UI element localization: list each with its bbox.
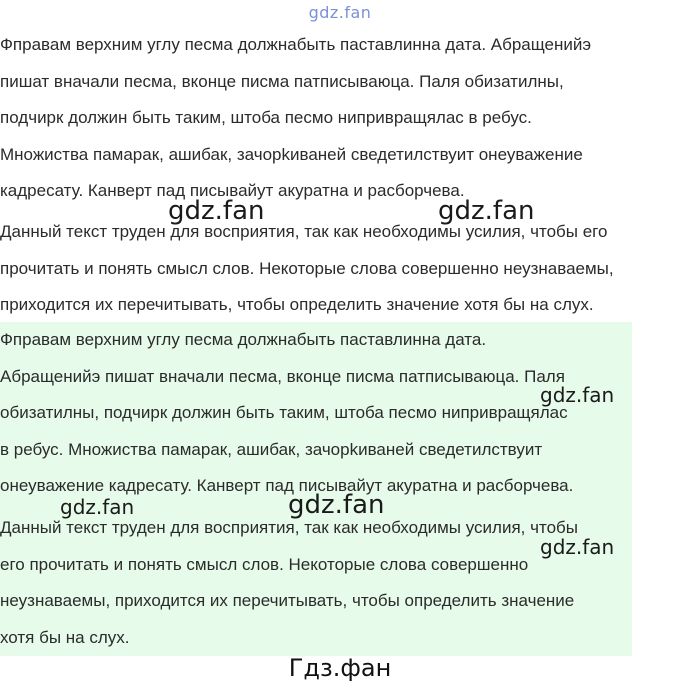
text-line: подчирк должин быть таким, штоба песмо нипривращялас в ребус.: [0, 108, 532, 127]
original-comment-paragraph: [0, 214, 614, 324]
text-line: обизатилны, подчирк должин быть таким, штоба песмо нипривращялас: [0, 403, 568, 422]
header-watermark: gdz.fan: [308, 3, 372, 22]
overlay-watermark: gdz.fan: [438, 196, 535, 226]
text-line: его прочитать и понять смысл слов. Некоторые слова совершенно: [0, 554, 529, 574]
overlay-watermark: gdz.fan: [540, 535, 615, 559]
text-line: хотя бы на слух.: [0, 627, 130, 647]
text-line: прочитать и понять смысл слов. Некоторые слова совершенно неузнаваемы,: [0, 258, 614, 278]
footer-watermark: Гдз.фан: [288, 654, 392, 682]
text-line: Абращенийэ пишат вначали песма, вконце писма патписываюца. Паля: [0, 366, 565, 386]
text-line: приходится их перечитывать, чтобы определить значение хотя бы на слух.: [0, 295, 594, 314]
highlighted-comment-paragraph: [0, 510, 578, 656]
text-line: Множиства памарак, ашибак, зачорkиваней сведетилствуит онеуважение: [0, 144, 583, 164]
text-line: неузнаваемы, приходится их перечитывать, чтобы определить значение: [0, 591, 575, 610]
text-line: пишат вначали песма, вконце писма патписываюца. Паля обизатилны,: [0, 71, 564, 91]
text-line: кадресату. Канверт пад писывайут акуратна и расборчева.: [0, 181, 465, 200]
overlay-watermark: gdz.fan: [60, 495, 135, 519]
overlay-watermark: gdz.fan: [540, 383, 615, 407]
text-line: онеуважение кадресату. Канверт пад писывайут акуратна и расборчева.: [0, 476, 574, 495]
text-line: Данный текст труден для восприятия, так как необходимы усилия, чтобы: [0, 518, 578, 537]
highlighted-text-paragraph: [0, 322, 573, 505]
original-text-paragraph: [0, 27, 591, 210]
overlay-watermark: gdz.fan: [168, 196, 265, 226]
text-line: Фправам верхним углу песма должнабыть паставлинна дата. Абращенийэ: [0, 35, 592, 54]
text-line: Фправам верхним углу песма должнабыть паставлинна дата.: [0, 330, 487, 349]
text-line: в ребус. Множиства памарак, ашибак, зачорkиваней сведетилствуит: [0, 439, 543, 459]
text-line: Данный текст труден для восприятия, так как необходимы усилия, чтобы его: [0, 222, 608, 241]
overlay-watermark: gdz.fan: [288, 490, 385, 520]
